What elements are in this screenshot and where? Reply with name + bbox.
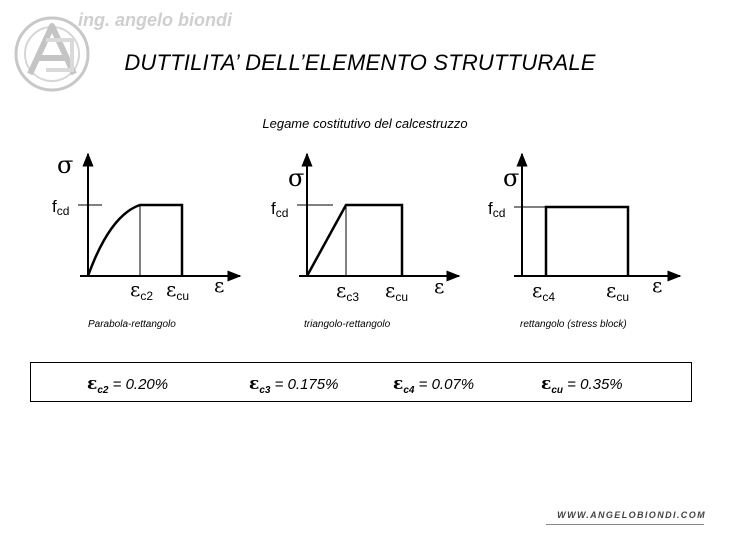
subtitle: Legame costitutivo del calcestruzzo <box>262 116 468 131</box>
eps-c4-label: $\varepsilon_{c4}$ <box>532 278 556 304</box>
page-title: DUTTILITA’ DELL’ELEMENTO STRUTTURALE <box>124 50 596 75</box>
diagram-parabola-rettangolo <box>52 151 240 303</box>
strain-values-box <box>30 362 692 402</box>
diagram-rettangolo-stress-block <box>488 154 680 304</box>
epsilon-label: ε <box>214 273 225 297</box>
stress-curve <box>307 205 402 276</box>
caption-parabola-rettangolo: Parabola-rettangolo <box>88 319 176 330</box>
value-eps-c3: $\varepsilon_{c3} = 0.175\%$ <box>249 374 339 396</box>
footer-divider <box>546 524 704 525</box>
eps-c3-label: $\varepsilon_{c3}$ <box>336 278 360 304</box>
logo-text: ing. angelo biondi <box>78 10 232 30</box>
caption-triangolo-rettangolo: triangolo-rettangolo <box>304 319 391 330</box>
footer-website: WWW.ANGELOBIONDI.COM <box>557 510 706 520</box>
fcd-label: fcd <box>488 199 506 220</box>
sigma-label: σ <box>288 164 305 192</box>
epsilon-symbol: ε <box>87 374 98 394</box>
value-eps-cu: $\varepsilon_{cu} = 0.35\%$ <box>541 374 623 396</box>
epsilon-label: ε <box>652 273 663 297</box>
diagram-triangolo-rettangolo <box>271 154 459 304</box>
eps-cu-label: $\varepsilon_{cu}$ <box>166 277 190 303</box>
epsilon-label: ε <box>434 274 445 298</box>
stress-curve <box>88 205 182 276</box>
fcd-label: fcd <box>52 197 70 218</box>
eps-cu-label: $\varepsilon_{cu}$ <box>385 278 409 304</box>
value-eps-c4: $\varepsilon_{c4} = 0.07\%$ <box>393 374 475 396</box>
value-eps-c2: $\varepsilon_{c2} = 0.20\%$ <box>87 374 169 396</box>
eps-cu-label: $\varepsilon_{cu}$ <box>606 278 630 304</box>
fcd-label: fcd <box>271 199 289 220</box>
sigma-label: σ <box>57 151 74 179</box>
caption-rettangolo-stress-block: rettangolo (stress block) <box>520 319 627 330</box>
epsilon-symbol: ε <box>249 374 260 394</box>
stress-block <box>546 207 628 276</box>
epsilon-symbol: ε <box>541 374 552 394</box>
sigma-label: σ <box>503 164 520 192</box>
eps-c2-label: $\varepsilon_{c2}$ <box>130 277 154 303</box>
epsilon-symbol: ε <box>393 374 404 394</box>
